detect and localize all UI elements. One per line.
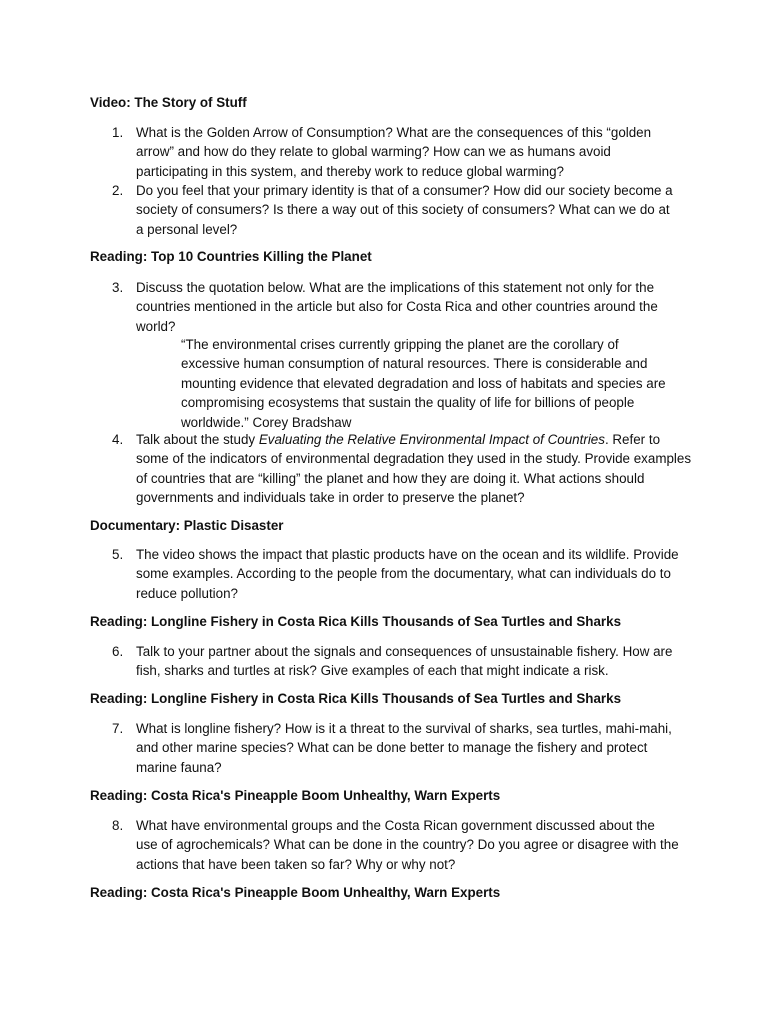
question-text: What is longline fishery? How is it a threat to the survival of sharks, sea turtles, mahi-mahi, and other marine species? What can be done better to manage the fishery and protect marine fauna? xyxy=(136,721,672,775)
question-text: What is the Golden Arrow of Consumption? What are the consequences of this “golden arrow” and how do they relate to global warming? How can we as humans avoid participating in this system, and thereby work to reduce global warming? xyxy=(136,125,652,179)
question-text: What have environmental groups and the Costa Rican government discussed about the use of agrochemicals? What can be done in the country? Do you agree or disagree with the actions that have been taken so far? Why or why not? xyxy=(136,818,679,872)
question-number: 2. xyxy=(112,183,124,198)
question-text-before: Talk about the study xyxy=(136,432,259,447)
question-5 xyxy=(112,545,680,603)
quotation-block: “The environmental crises currently gripping the planet are the corollary of excessive human consumption of natural resources. There is considerable and mounting evidence that elevated degradation and loss of habitats and species are compromising ecosystems that sustain the quality of life for billions of people worldwide.” Corey Bradshaw xyxy=(181,337,666,430)
section-heading-plastic-disaster: Documentary: Plastic Disaster xyxy=(90,518,284,533)
question-number: 3. xyxy=(112,280,124,295)
question-3 xyxy=(112,278,680,336)
question-number: 1. xyxy=(112,125,124,140)
section-heading-pineapple-boom-2: Reading: Costa Rica's Pineapple Boom Unhealthy, Warn Experts xyxy=(90,885,501,900)
question-text: Discuss the quotation below. What are the implications of this statement not only for the countries mentioned in the article but also for Costa Rica and other countries around the world? xyxy=(136,280,658,334)
question-4 xyxy=(112,430,692,508)
question-6 xyxy=(112,642,680,681)
question-1 xyxy=(112,123,680,181)
question-number: 7. xyxy=(112,721,124,736)
question-number: 8. xyxy=(112,818,124,833)
question-number: 6. xyxy=(112,644,124,659)
question-text: Talk to your partner about the signals and consequences of unsustainable fishery. How are fish, sharks and turtles at risk? Give examples of each that might indicate a risk. xyxy=(136,644,673,679)
section-heading-longline-fishery: Reading: Longline Fishery in Costa Rica Kills Thousands of Sea Turtles and Sharks xyxy=(90,614,622,629)
question-text xyxy=(136,430,692,508)
question-7 xyxy=(112,719,680,777)
question-text-after: . Refer to some of the indicators of environmental degradation they used in the study. Provide examples of countries that are “killing” the planet and how they are doing it. What actions should governments and individuals take in order to preserve the planet? xyxy=(136,432,692,506)
question-number: 4. xyxy=(112,432,124,447)
study-title: Evaluating the Relative Environmental Impact of Countries xyxy=(258,432,605,447)
section-heading-video-story-of-stuff: Video: The Story of Stuff xyxy=(90,95,247,110)
question-number: 5. xyxy=(112,547,124,562)
section-heading-pineapple-boom: Reading: Costa Rica's Pineapple Boom Unhealthy, Warn Experts xyxy=(90,788,501,803)
question-8 xyxy=(112,816,680,874)
question-text: Do you feel that your primary identity is that of a consumer? How did our society become a society of consumers? Is there a way out of this society of consumers? What can we do at a personal level? xyxy=(136,183,673,237)
question-text: The video shows the impact that plastic products have on the ocean and its wildlife. Provide some examples. According to the people from the documentary, what can individuals do to reduce pollution? xyxy=(136,547,679,601)
question-2 xyxy=(112,181,680,239)
section-heading-longline-fishery-2: Reading: Longline Fishery in Costa Rica Kills Thousands of Sea Turtles and Sharks xyxy=(90,691,622,706)
section-heading-top-10-countries: Reading: Top 10 Countries Killing the Planet xyxy=(90,249,372,264)
